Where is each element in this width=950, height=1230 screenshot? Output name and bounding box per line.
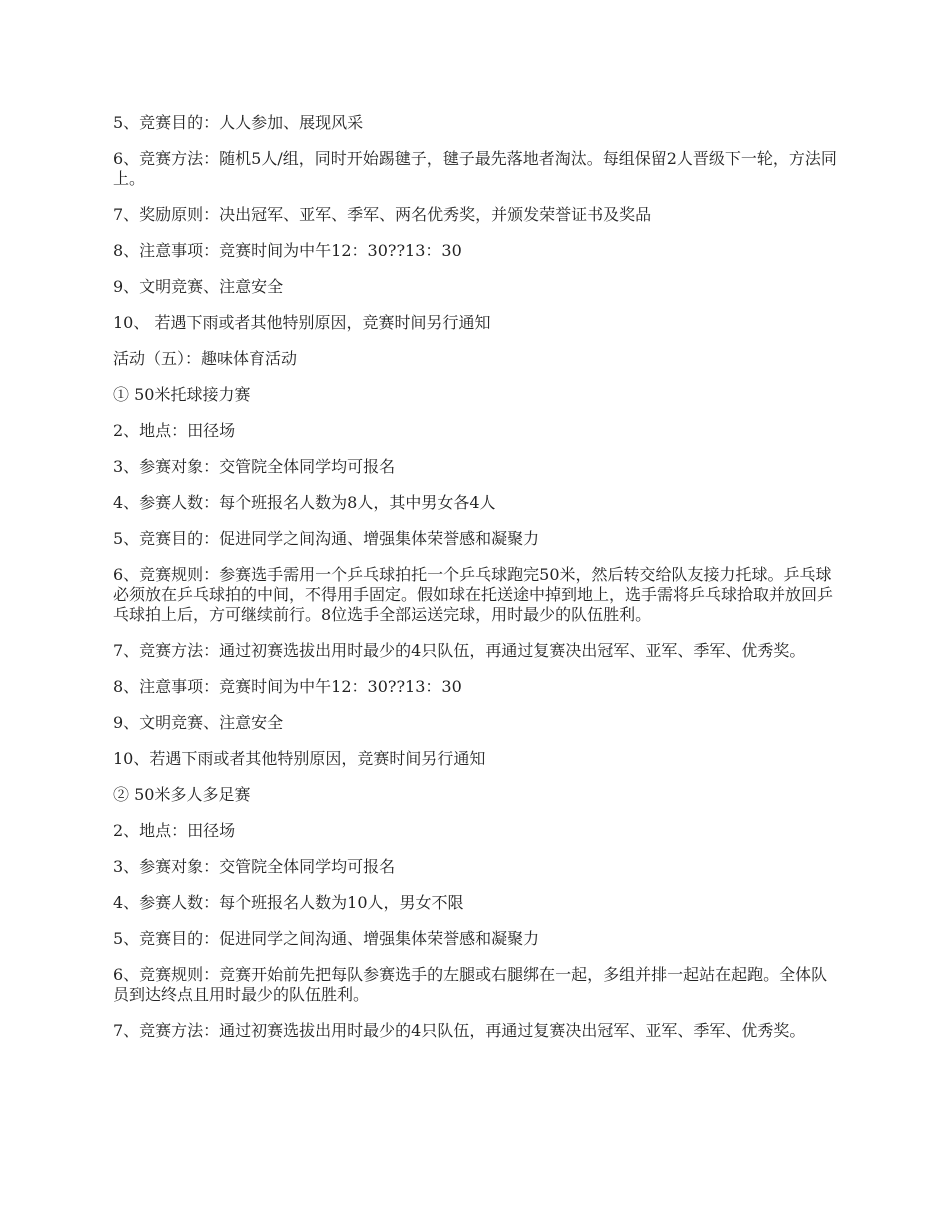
paragraph-competition-purpose: 5、竞赛目的：人人参加、展现风采 <box>113 113 364 132</box>
document-body <box>113 113 838 1057</box>
paragraph-safety: 9、文明竞赛、注意安全 <box>113 713 284 732</box>
paragraph-participants: 3、参赛对象：交管院全体同学均可报名 <box>113 457 396 476</box>
paragraph-notes: 8、注意事项：竞赛时间为中午12：30??13：30 <box>113 677 462 696</box>
paragraph-participant-count: 4、参赛人数：每个班报名人数为10人，男女不限 <box>113 893 464 912</box>
paragraph-rain-notice: 10、 若遇下雨或者其他特别原因，竞赛时间另行通知 <box>113 313 491 332</box>
paragraph-competition-method: 7、竞赛方法：通过初赛选拔出用时最少的4只队伍，再通过复赛决出冠军、亚军、季军、优秀奖。 <box>113 641 806 660</box>
paragraph-safety: 9、文明竞赛、注意安全 <box>113 277 284 296</box>
paragraph-location: 2、地点：田径场 <box>113 421 236 440</box>
paragraph-competition-method: 6、竞赛方法：随机5人/组，同时开始踢毽子，毽子最先落地者淘汰。每组保留2人晋级下一轮，方法同上。 <box>113 149 837 188</box>
subheading-multi-leg-race: ② 50米多人多足赛 <box>113 785 251 804</box>
paragraph-participants: 3、参赛对象：交管院全体同学均可报名 <box>113 857 396 876</box>
paragraph-award-principle: 7、奖励原则：决出冠军、亚军、季军、两名优秀奖，并颁发荣誉证书及奖品 <box>113 205 652 224</box>
paragraph-participant-count: 4、参赛人数：每个班报名人数为8人，其中男女各4人 <box>113 493 496 512</box>
paragraph-notes: 8、注意事项：竞赛时间为中午12：30??13：30 <box>113 241 462 260</box>
paragraph-competition-rules: 6、竞赛规则：竞赛开始前先把每队参赛选手的左腿或右腿绑在一起，多组并排一起站在起跑。全体队员到达终点且用时最少的队伍胜利。 <box>113 965 828 1004</box>
paragraph-competition-purpose: 5、竞赛目的：促进同学之间沟通、增强集体荣誉感和凝聚力 <box>113 529 540 548</box>
paragraph-competition-purpose: 5、竞赛目的：促进同学之间沟通、增强集体荣誉感和凝聚力 <box>113 929 540 948</box>
section-heading-activity-five: 活动（五）：趣味体育活动 <box>113 349 298 368</box>
paragraph-rain-notice: 10、若遇下雨或者其他特别原因，竞赛时间另行通知 <box>113 749 486 768</box>
paragraph-competition-rules: 6、竞赛规则：参赛选手需用一个乒乓球拍托一个乒乓球跑完50米，然后转交给队友接力托球。乒乓球必须放在乒乓球拍的中间，不得用手固定。假如球在托送途中掉到地上，选手需将乒乓球拾取并放回乒乓球拍上后，方可继续前行。8位选手全部运送完球，用时最少的队伍胜利。 <box>113 565 834 624</box>
subheading-ball-relay: ① 50米托球接力赛 <box>113 385 251 404</box>
paragraph-location: 2、地点：田径场 <box>113 821 236 840</box>
paragraph-competition-method: 7、竞赛方法：通过初赛选拔出用时最少的4只队伍，再通过复赛决出冠军、亚军、季军、优秀奖。 <box>113 1021 806 1040</box>
